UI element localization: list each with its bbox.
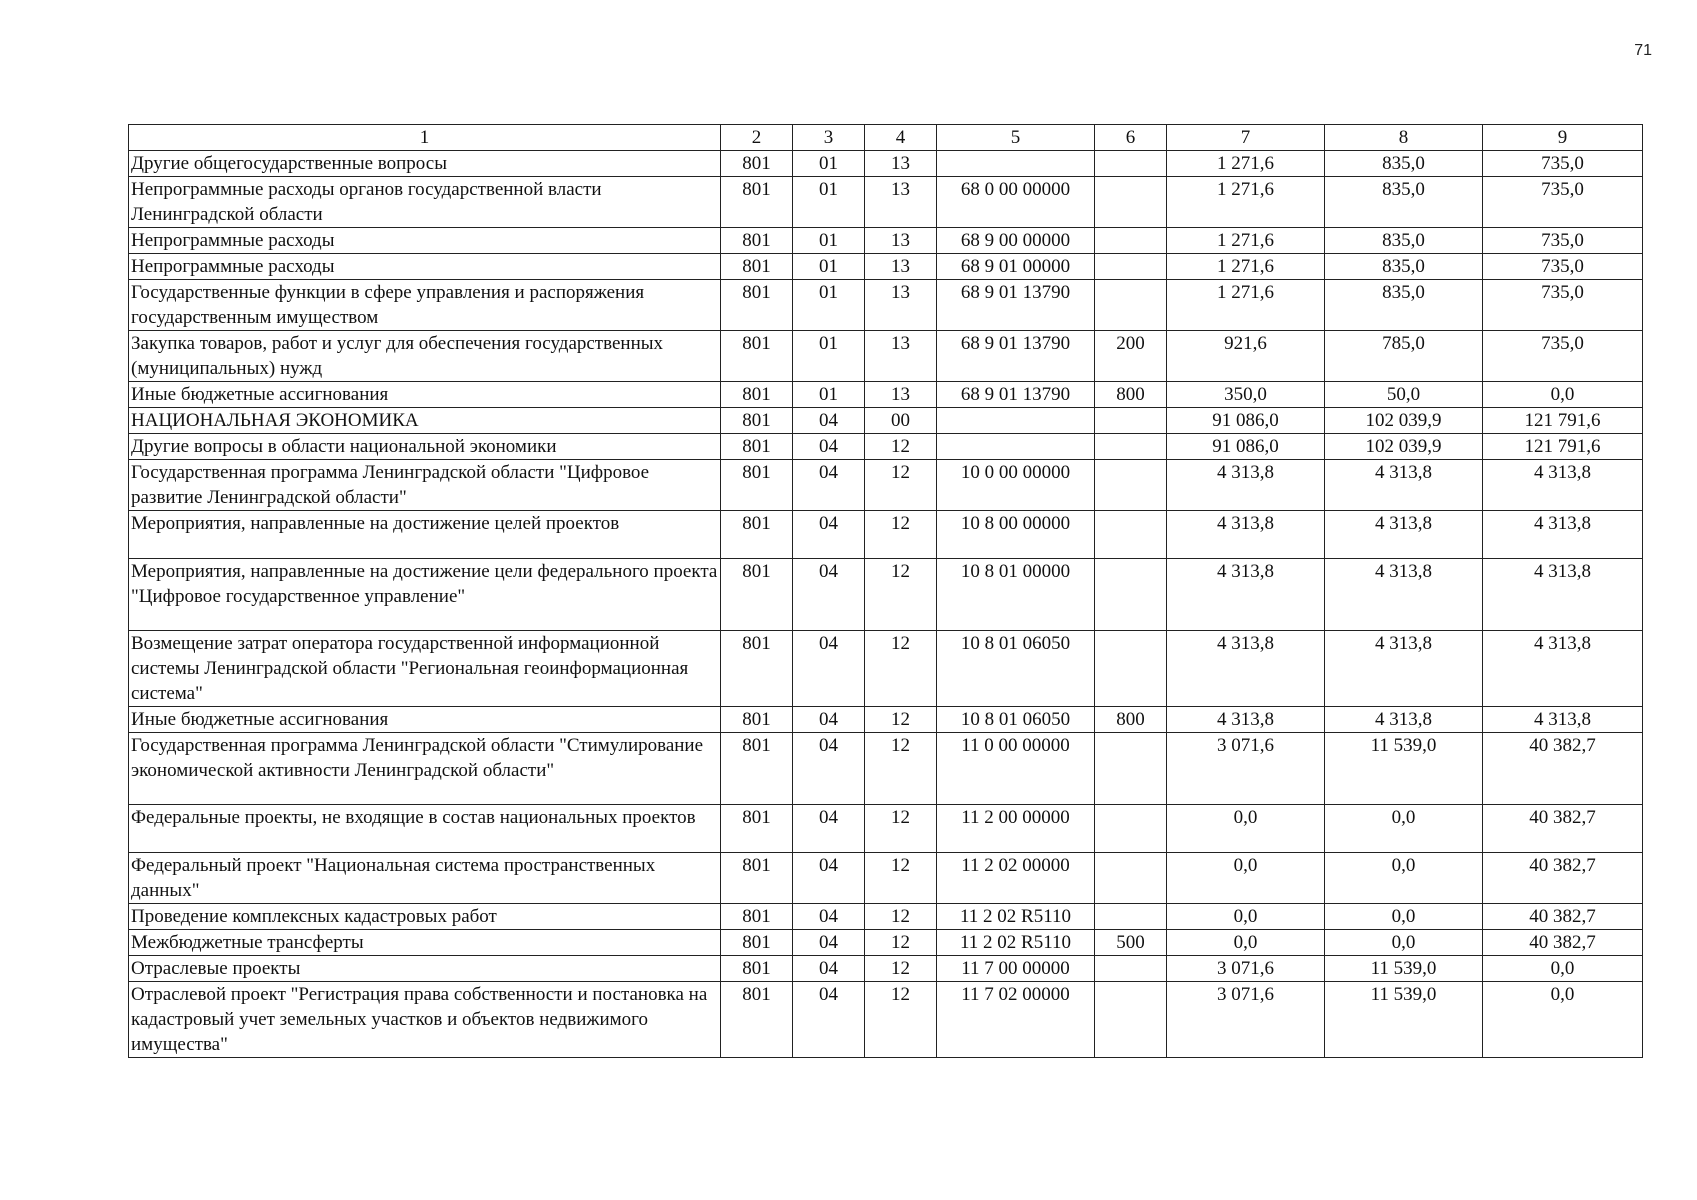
row-name-cell: Отраслевой проект "Регистрация права собственности и постановка на кадастровый учет земельных участков и объектов недвижимого имущества"	[129, 982, 721, 1058]
budget-table	[128, 124, 1643, 1058]
column-header: 6	[1095, 125, 1167, 151]
amount-cell-7: 1 271,6	[1167, 177, 1325, 228]
amount-cell-7: 921,6	[1167, 331, 1325, 382]
code-cell-5: 10 8 01 00000	[937, 559, 1095, 631]
amount-cell-9: 0,0	[1483, 956, 1643, 982]
row-name-cell: Непрограммные расходы органов государственной власти Ленинградской области	[129, 177, 721, 228]
code-cell-4: 13	[865, 382, 937, 408]
column-header: 5	[937, 125, 1095, 151]
table-row	[129, 631, 1643, 707]
code-cell-4: 12	[865, 631, 937, 707]
code-cell-5: 10 0 00 00000	[937, 460, 1095, 511]
code-cell-3: 04	[793, 956, 865, 982]
amount-cell-8: 11 539,0	[1325, 956, 1483, 982]
code-cell-2: 801	[721, 631, 793, 707]
table-row	[129, 434, 1643, 460]
table-row	[129, 460, 1643, 511]
code-cell-4: 12	[865, 930, 937, 956]
amount-cell-9: 121 791,6	[1483, 434, 1643, 460]
code-cell-5	[937, 408, 1095, 434]
code-cell-3: 04	[793, 408, 865, 434]
code-cell-3: 01	[793, 280, 865, 331]
code-cell-2: 801	[721, 228, 793, 254]
column-header: 7	[1167, 125, 1325, 151]
column-header: 2	[721, 125, 793, 151]
amount-cell-7: 1 271,6	[1167, 254, 1325, 280]
code-cell-4: 12	[865, 707, 937, 733]
code-cell-4: 12	[865, 904, 937, 930]
code-cell-4: 13	[865, 280, 937, 331]
table-row	[129, 177, 1643, 228]
row-name-cell: Иные бюджетные ассигнования	[129, 707, 721, 733]
code-cell-3: 04	[793, 511, 865, 559]
code-cell-5: 68 9 01 13790	[937, 280, 1095, 331]
row-name-cell: Межбюджетные трансферты	[129, 930, 721, 956]
code-cell-2: 801	[721, 559, 793, 631]
code-cell-5: 68 0 00 00000	[937, 177, 1095, 228]
code-cell-2: 801	[721, 707, 793, 733]
code-cell-4: 12	[865, 733, 937, 805]
code-cell-3: 04	[793, 631, 865, 707]
amount-cell-9: 735,0	[1483, 151, 1643, 177]
table-row	[129, 805, 1643, 853]
amount-cell-7: 1 271,6	[1167, 151, 1325, 177]
amount-cell-9: 40 382,7	[1483, 805, 1643, 853]
amount-cell-9: 735,0	[1483, 177, 1643, 228]
code-cell-6	[1095, 177, 1167, 228]
code-cell-6	[1095, 511, 1167, 559]
code-cell-3: 04	[793, 434, 865, 460]
code-cell-6	[1095, 151, 1167, 177]
amount-cell-7: 4 313,8	[1167, 559, 1325, 631]
code-cell-2: 801	[721, 930, 793, 956]
amount-cell-8: 835,0	[1325, 151, 1483, 177]
amount-cell-7: 91 086,0	[1167, 434, 1325, 460]
table-row	[129, 280, 1643, 331]
row-name-cell: Мероприятия, направленные на достижение цели федерального проекта "Цифровое государственное управление"	[129, 559, 721, 631]
amount-cell-7: 4 313,8	[1167, 460, 1325, 511]
code-cell-3: 01	[793, 228, 865, 254]
code-cell-3: 01	[793, 177, 865, 228]
amount-cell-9: 4 313,8	[1483, 559, 1643, 631]
amount-cell-9: 40 382,7	[1483, 930, 1643, 956]
row-name-cell: Отраслевые проекты	[129, 956, 721, 982]
amount-cell-8: 102 039,9	[1325, 434, 1483, 460]
header-row	[129, 125, 1643, 151]
code-cell-6	[1095, 460, 1167, 511]
row-name-cell: Непрограммные расходы	[129, 228, 721, 254]
amount-cell-8: 835,0	[1325, 254, 1483, 280]
amount-cell-8: 11 539,0	[1325, 733, 1483, 805]
amount-cell-9: 40 382,7	[1483, 733, 1643, 805]
code-cell-6	[1095, 805, 1167, 853]
amount-cell-7: 0,0	[1167, 805, 1325, 853]
code-cell-2: 801	[721, 382, 793, 408]
code-cell-4: 13	[865, 254, 937, 280]
code-cell-6	[1095, 982, 1167, 1058]
code-cell-3: 04	[793, 733, 865, 805]
table-row	[129, 733, 1643, 805]
row-name-cell: Мероприятия, направленные на достижение целей проектов	[129, 511, 721, 559]
code-cell-3: 04	[793, 930, 865, 956]
amount-cell-9: 4 313,8	[1483, 631, 1643, 707]
code-cell-5: 10 8 01 06050	[937, 631, 1095, 707]
code-cell-6: 500	[1095, 930, 1167, 956]
page-number: 71	[1634, 42, 1652, 59]
amount-cell-9: 40 382,7	[1483, 904, 1643, 930]
amount-cell-9: 121 791,6	[1483, 408, 1643, 434]
code-cell-5: 11 2 00 00000	[937, 805, 1095, 853]
row-name-cell: Государственная программа Ленинградской области "Стимулирование экономической активности Ленинградской области"	[129, 733, 721, 805]
amount-cell-8: 4 313,8	[1325, 559, 1483, 631]
column-header: 4	[865, 125, 937, 151]
amount-cell-8: 4 313,8	[1325, 707, 1483, 733]
code-cell-4: 12	[865, 434, 937, 460]
code-cell-2: 801	[721, 151, 793, 177]
amount-cell-8: 0,0	[1325, 805, 1483, 853]
code-cell-3: 04	[793, 982, 865, 1058]
column-header: 3	[793, 125, 865, 151]
code-cell-3: 01	[793, 151, 865, 177]
amount-cell-8: 0,0	[1325, 853, 1483, 904]
row-name-cell: Другие вопросы в области национальной экономики	[129, 434, 721, 460]
column-header: 8	[1325, 125, 1483, 151]
code-cell-5: 68 9 01 13790	[937, 331, 1095, 382]
table-row	[129, 408, 1643, 434]
amount-cell-7: 0,0	[1167, 853, 1325, 904]
row-name-cell: Непрограммные расходы	[129, 254, 721, 280]
column-header: 1	[129, 125, 721, 151]
code-cell-6: 800	[1095, 382, 1167, 408]
code-cell-5	[937, 151, 1095, 177]
amount-cell-8: 102 039,9	[1325, 408, 1483, 434]
code-cell-4: 12	[865, 460, 937, 511]
code-cell-5: 10 8 01 06050	[937, 707, 1095, 733]
code-cell-6	[1095, 956, 1167, 982]
code-cell-5: 11 2 02 00000	[937, 853, 1095, 904]
amount-cell-7: 350,0	[1167, 382, 1325, 408]
row-name-cell: Федеральные проекты, не входящие в состав национальных проектов	[129, 805, 721, 853]
code-cell-5: 11 2 02 R5110	[937, 904, 1095, 930]
table-row	[129, 382, 1643, 408]
row-name-cell: Возмещение затрат оператора государственной информационной системы Ленинградской области "Региональная геоинформационная система"	[129, 631, 721, 707]
code-cell-6: 200	[1095, 331, 1167, 382]
amount-cell-8: 4 313,8	[1325, 460, 1483, 511]
code-cell-3: 04	[793, 904, 865, 930]
code-cell-5: 10 8 00 00000	[937, 511, 1095, 559]
code-cell-4: 13	[865, 331, 937, 382]
code-cell-4: 12	[865, 805, 937, 853]
code-cell-3: 04	[793, 460, 865, 511]
code-cell-4: 12	[865, 982, 937, 1058]
row-name-cell: Проведение комплексных кадастровых работ	[129, 904, 721, 930]
table-row	[129, 151, 1643, 177]
code-cell-5: 11 2 02 R5110	[937, 930, 1095, 956]
table-row	[129, 853, 1643, 904]
table-row	[129, 982, 1643, 1058]
code-cell-4: 13	[865, 151, 937, 177]
amount-cell-9: 735,0	[1483, 254, 1643, 280]
row-name-cell: Государственные функции в сфере управления и распоряжения государственным имуществом	[129, 280, 721, 331]
code-cell-2: 801	[721, 408, 793, 434]
amount-cell-9: 735,0	[1483, 280, 1643, 331]
code-cell-5: 68 9 01 13790	[937, 382, 1095, 408]
code-cell-4: 12	[865, 511, 937, 559]
table-row	[129, 930, 1643, 956]
code-cell-4: 12	[865, 956, 937, 982]
code-cell-3: 01	[793, 331, 865, 382]
amount-cell-7: 3 071,6	[1167, 982, 1325, 1058]
amount-cell-9: 0,0	[1483, 382, 1643, 408]
row-name-cell: Закупка товаров, работ и услуг для обеспечения государственных (муниципальных) нужд	[129, 331, 721, 382]
row-name-cell: Другие общегосударственные вопросы	[129, 151, 721, 177]
code-cell-3: 01	[793, 382, 865, 408]
code-cell-6	[1095, 559, 1167, 631]
code-cell-5: 11 0 00 00000	[937, 733, 1095, 805]
code-cell-6	[1095, 434, 1167, 460]
row-name-cell: Федеральный проект "Национальная система пространственных данных"	[129, 853, 721, 904]
code-cell-3: 01	[793, 254, 865, 280]
amount-cell-9: 40 382,7	[1483, 853, 1643, 904]
row-name-cell: Иные бюджетные ассигнования	[129, 382, 721, 408]
code-cell-2: 801	[721, 331, 793, 382]
amount-cell-7: 3 071,6	[1167, 733, 1325, 805]
amount-cell-7: 4 313,8	[1167, 631, 1325, 707]
code-cell-6: 800	[1095, 707, 1167, 733]
code-cell-6	[1095, 733, 1167, 805]
code-cell-4: 12	[865, 853, 937, 904]
code-cell-4: 13	[865, 177, 937, 228]
table-row	[129, 559, 1643, 631]
code-cell-2: 801	[721, 853, 793, 904]
code-cell-6	[1095, 853, 1167, 904]
code-cell-4: 00	[865, 408, 937, 434]
code-cell-2: 801	[721, 805, 793, 853]
code-cell-6	[1095, 228, 1167, 254]
code-cell-3: 04	[793, 559, 865, 631]
code-cell-6	[1095, 280, 1167, 331]
amount-cell-7: 0,0	[1167, 904, 1325, 930]
table-row	[129, 254, 1643, 280]
row-name-cell: Государственная программа Ленинградской области "Цифровое развитие Ленинградской области"	[129, 460, 721, 511]
table-row	[129, 331, 1643, 382]
code-cell-6	[1095, 408, 1167, 434]
code-cell-2: 801	[721, 982, 793, 1058]
amount-cell-9: 735,0	[1483, 228, 1643, 254]
amount-cell-7: 0,0	[1167, 930, 1325, 956]
amount-cell-8: 835,0	[1325, 280, 1483, 331]
code-cell-4: 12	[865, 559, 937, 631]
code-cell-2: 801	[721, 460, 793, 511]
code-cell-2: 801	[721, 254, 793, 280]
code-cell-5: 11 7 00 00000	[937, 956, 1095, 982]
table-row	[129, 956, 1643, 982]
amount-cell-7: 4 313,8	[1167, 511, 1325, 559]
code-cell-2: 801	[721, 733, 793, 805]
table-row	[129, 904, 1643, 930]
amount-cell-8: 4 313,8	[1325, 631, 1483, 707]
amount-cell-9: 4 313,8	[1483, 511, 1643, 559]
table-row	[129, 707, 1643, 733]
amount-cell-8: 50,0	[1325, 382, 1483, 408]
amount-cell-8: 835,0	[1325, 228, 1483, 254]
amount-cell-9: 735,0	[1483, 331, 1643, 382]
row-name-cell: НАЦИОНАЛЬНАЯ ЭКОНОМИКА	[129, 408, 721, 434]
amount-cell-8: 0,0	[1325, 904, 1483, 930]
code-cell-3: 04	[793, 853, 865, 904]
amount-cell-8: 11 539,0	[1325, 982, 1483, 1058]
code-cell-2: 801	[721, 434, 793, 460]
code-cell-5: 68 9 00 00000	[937, 228, 1095, 254]
amount-cell-7: 91 086,0	[1167, 408, 1325, 434]
amount-cell-8: 4 313,8	[1325, 511, 1483, 559]
amount-cell-7: 3 071,6	[1167, 956, 1325, 982]
code-cell-2: 801	[721, 511, 793, 559]
column-header: 9	[1483, 125, 1643, 151]
amount-cell-9: 4 313,8	[1483, 707, 1643, 733]
amount-cell-9: 0,0	[1483, 982, 1643, 1058]
table-row	[129, 511, 1643, 559]
code-cell-3: 04	[793, 707, 865, 733]
amount-cell-7: 1 271,6	[1167, 280, 1325, 331]
amount-cell-7: 4 313,8	[1167, 707, 1325, 733]
code-cell-6	[1095, 254, 1167, 280]
amount-cell-9: 4 313,8	[1483, 460, 1643, 511]
code-cell-2: 801	[721, 177, 793, 228]
code-cell-2: 801	[721, 280, 793, 331]
code-cell-2: 801	[721, 904, 793, 930]
code-cell-2: 801	[721, 956, 793, 982]
code-cell-3: 04	[793, 805, 865, 853]
amount-cell-8: 0,0	[1325, 930, 1483, 956]
code-cell-6	[1095, 904, 1167, 930]
code-cell-5: 11 7 02 00000	[937, 982, 1095, 1058]
amount-cell-8: 785,0	[1325, 331, 1483, 382]
code-cell-6	[1095, 631, 1167, 707]
table-row	[129, 228, 1643, 254]
code-cell-5	[937, 434, 1095, 460]
amount-cell-8: 835,0	[1325, 177, 1483, 228]
code-cell-4: 13	[865, 228, 937, 254]
code-cell-5: 68 9 01 00000	[937, 254, 1095, 280]
amount-cell-7: 1 271,6	[1167, 228, 1325, 254]
